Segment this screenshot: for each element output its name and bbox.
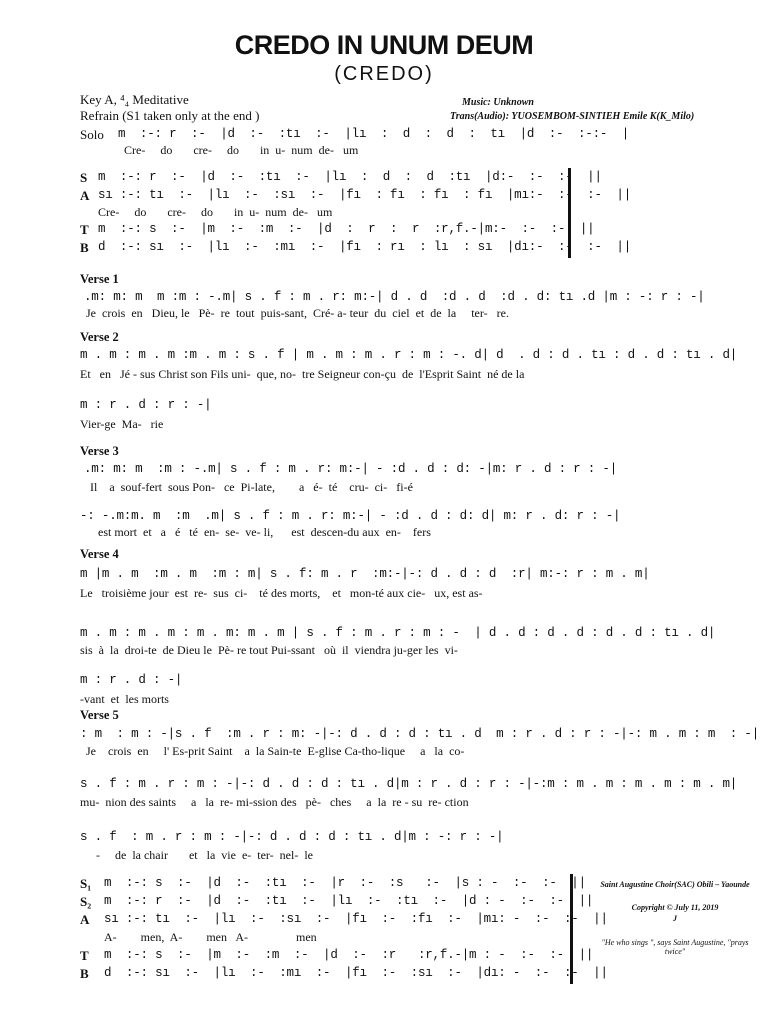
amen-s1-notes: m :-: s :- |d :- :tı :- |r :- :s :- |s : - :- :- || (104, 876, 586, 890)
verse-2b-notes: m : r . d : r : -| (80, 398, 212, 412)
page-subtitle: (CREDO) (334, 63, 434, 85)
amen-s2-label: S₂ (80, 894, 92, 909)
amen-s2-notes: m :-: r :- |d :- :tı :- |lı :- :tı :- |d : - :- :- || (104, 894, 594, 908)
alto-notes: sı :-: tı :- |lı :- :sı :- |fı : fı : fı : fı |mı:- :- :- || (98, 188, 631, 202)
verse-4b-lyrics: sis à la droi-te de Dieu le Pè- re tout Pui-ssant où il viendra ju-ger les vi- (80, 643, 458, 657)
verse-4c-lyrics: -vant et les morts (80, 692, 169, 706)
verse-4-lyrics: Le troisième jour est re- sus ci- té des morts, et mon-té aux cie- ux, est as- (80, 586, 483, 600)
verse-3b-lyrics: est mort et a é té en- se- ve- li, est descen-du aux en- fers (98, 525, 431, 539)
refrain-end-bar (568, 168, 571, 258)
verse-2b-lyrics: Vier-ge Ma- rie (80, 417, 164, 431)
solo-notes: m :-: r :- |d :- :tı :- |lı : d : d : tı |d :- :-:- | (118, 127, 630, 141)
verse-5-lyrics: Je crois en l' Es-prit Saint a la Sain-te E-glise Ca-tho-lique a la co- (86, 744, 465, 758)
chorus-lyrics: Cre- do cre- do in u- num de- um (98, 205, 333, 219)
bass-notes: d :-: sı :- |lı :- :mı :- |fı : rı : lı : sı |dı:- :- :- || (98, 240, 631, 254)
amen-tenor-label: T (80, 948, 89, 963)
verse-3-notes: .m: m: m :m : -.m| s . f : m . r: m:-| - :d . d : d: -|m: r . d : r : -| (84, 462, 617, 476)
solo-lyrics: Cre- do cre- do in u- num de- um (124, 143, 359, 157)
verse-3b-notes: -: -.m:m. m :m .m| s . f : m . r: m:-| - :d . d : d: d| m: r . d: r : -| (80, 509, 621, 523)
bass-label: B (80, 240, 89, 255)
copyright-mark: J (673, 914, 677, 923)
amen-alto-notes: sı :-: tı :- |lı :- :sı :- |fı :- :fı :- |mı: - :- :- || (104, 912, 608, 926)
verse-1-notes: .m: m: m m :m : -.m| s . f : m . r: m:-| d . d :d . d :d . d: tı .d |m : -: r : -| (84, 290, 705, 304)
tenor-notes: m :-: s :- |m :- :m :- |d : r : r :r,f.-|m:- :- :- || (98, 222, 595, 236)
refrain-note: Refrain (S1 taken only at the end ) (80, 108, 260, 123)
verse-5b-notes: s . f : m . r : m : -|-: d . d : d : tı . d|m : r . d : r : -|-:m : m . m : m . m : m . m| (80, 777, 738, 791)
amen-bass-notes: d :-: sı :- |lı :- :mı :- |fı :- :sı :- |dı: - :- :- || (104, 966, 608, 980)
verse-5-heading: Verse 5 (80, 708, 119, 722)
verse-4b-notes: m . m : m . m : m . m: m . m | s . f : m . r : m : - | d . d : d . d : d . d : tı . d| (80, 626, 716, 640)
verse-3-heading: Verse 3 (80, 444, 119, 458)
music-credit: Music: Unknown (462, 97, 534, 108)
verse-5c-lyrics: - de la chair et la vie e- ter- nel- le (96, 848, 313, 862)
augustine-quote: "He who sings ", says Saint Augustine, "prays twice" (601, 938, 749, 956)
amen-s1-label: S₁ (80, 876, 92, 891)
page-title: CREDO IN UNUM DEUM (234, 30, 534, 60)
verse-1-heading: Verse 1 (80, 272, 119, 286)
choir-credit: Saint Augustine Choir(SAC) Obili – Yaounde (600, 880, 750, 889)
copyright: Copyright © July 11, 2019 (631, 903, 719, 912)
key-signature: Key A, ⁴₄ Meditative (80, 92, 189, 107)
soprano-label: S (80, 170, 88, 185)
verse-5-notes: : m : m : -|s . f :m . r : m: -|-: d . d : d : tı . d m : r . d : r : -|-: m . m : m : -| (80, 727, 760, 741)
transcription-credit: Trans(Audio): YUOSEMBOM-SINTIEH Emile K(K_Milo) (450, 111, 695, 122)
amen-end-bar (570, 874, 573, 984)
verse-4c-notes: m : r . d : -| (80, 673, 183, 687)
amen-alto-label: A (80, 912, 90, 927)
tenor-label: T (80, 222, 89, 237)
verse-5c-notes: s . f : m . r : m : -|-: d . d : d : tı . d|m : -: r : -| (80, 830, 504, 844)
amen-lyrics: A- men, A- men A- men (104, 930, 317, 944)
verse-5b-lyrics: mu- nion des saints a la re- mi-ssion des pè- ches a la re - su re- ction (80, 795, 469, 809)
verse-2-heading: Verse 2 (80, 330, 119, 344)
verse-4-notes: m |m . m :m . m :m : m| s . f: m . r :m:-|-: d . d : d :r| m:-: r : m . m| (80, 567, 650, 581)
solo-label: Solo (80, 127, 104, 142)
alto-label: A (80, 188, 90, 203)
amen-tenor-notes: m :-: s :- |m :- :m :- |d :- :r :r,f.-|m : - :- :- || (104, 948, 594, 962)
amen-bass-label: B (80, 966, 89, 981)
verse-3-lyrics: Il a souf-fert sous Pon- ce Pi-late, a é- té cru- ci- fi-é (90, 480, 413, 494)
verse-1-lyrics: Je crois en Dieu, le Pè- re tout puis-sant, Cré- a- teur du ciel et de la ter- re. (86, 306, 509, 320)
verse-2-lyrics: Et en Jé - sus Christ son Fils uni- que, no- tre Seigneur con-çu de l'Esprit Saint né de la (80, 367, 525, 381)
verse-4-heading: Verse 4 (80, 547, 119, 561)
soprano-notes: m :-: r :- |d :- :tı :- |lı : d : d :tı |d:- :- :- || (98, 170, 602, 184)
verse-2-notes: m . m : m . m :m . m : s . f | m . m : m . r : m : -. d| d . d : d . tı : d . d : tı . d| (80, 348, 738, 362)
